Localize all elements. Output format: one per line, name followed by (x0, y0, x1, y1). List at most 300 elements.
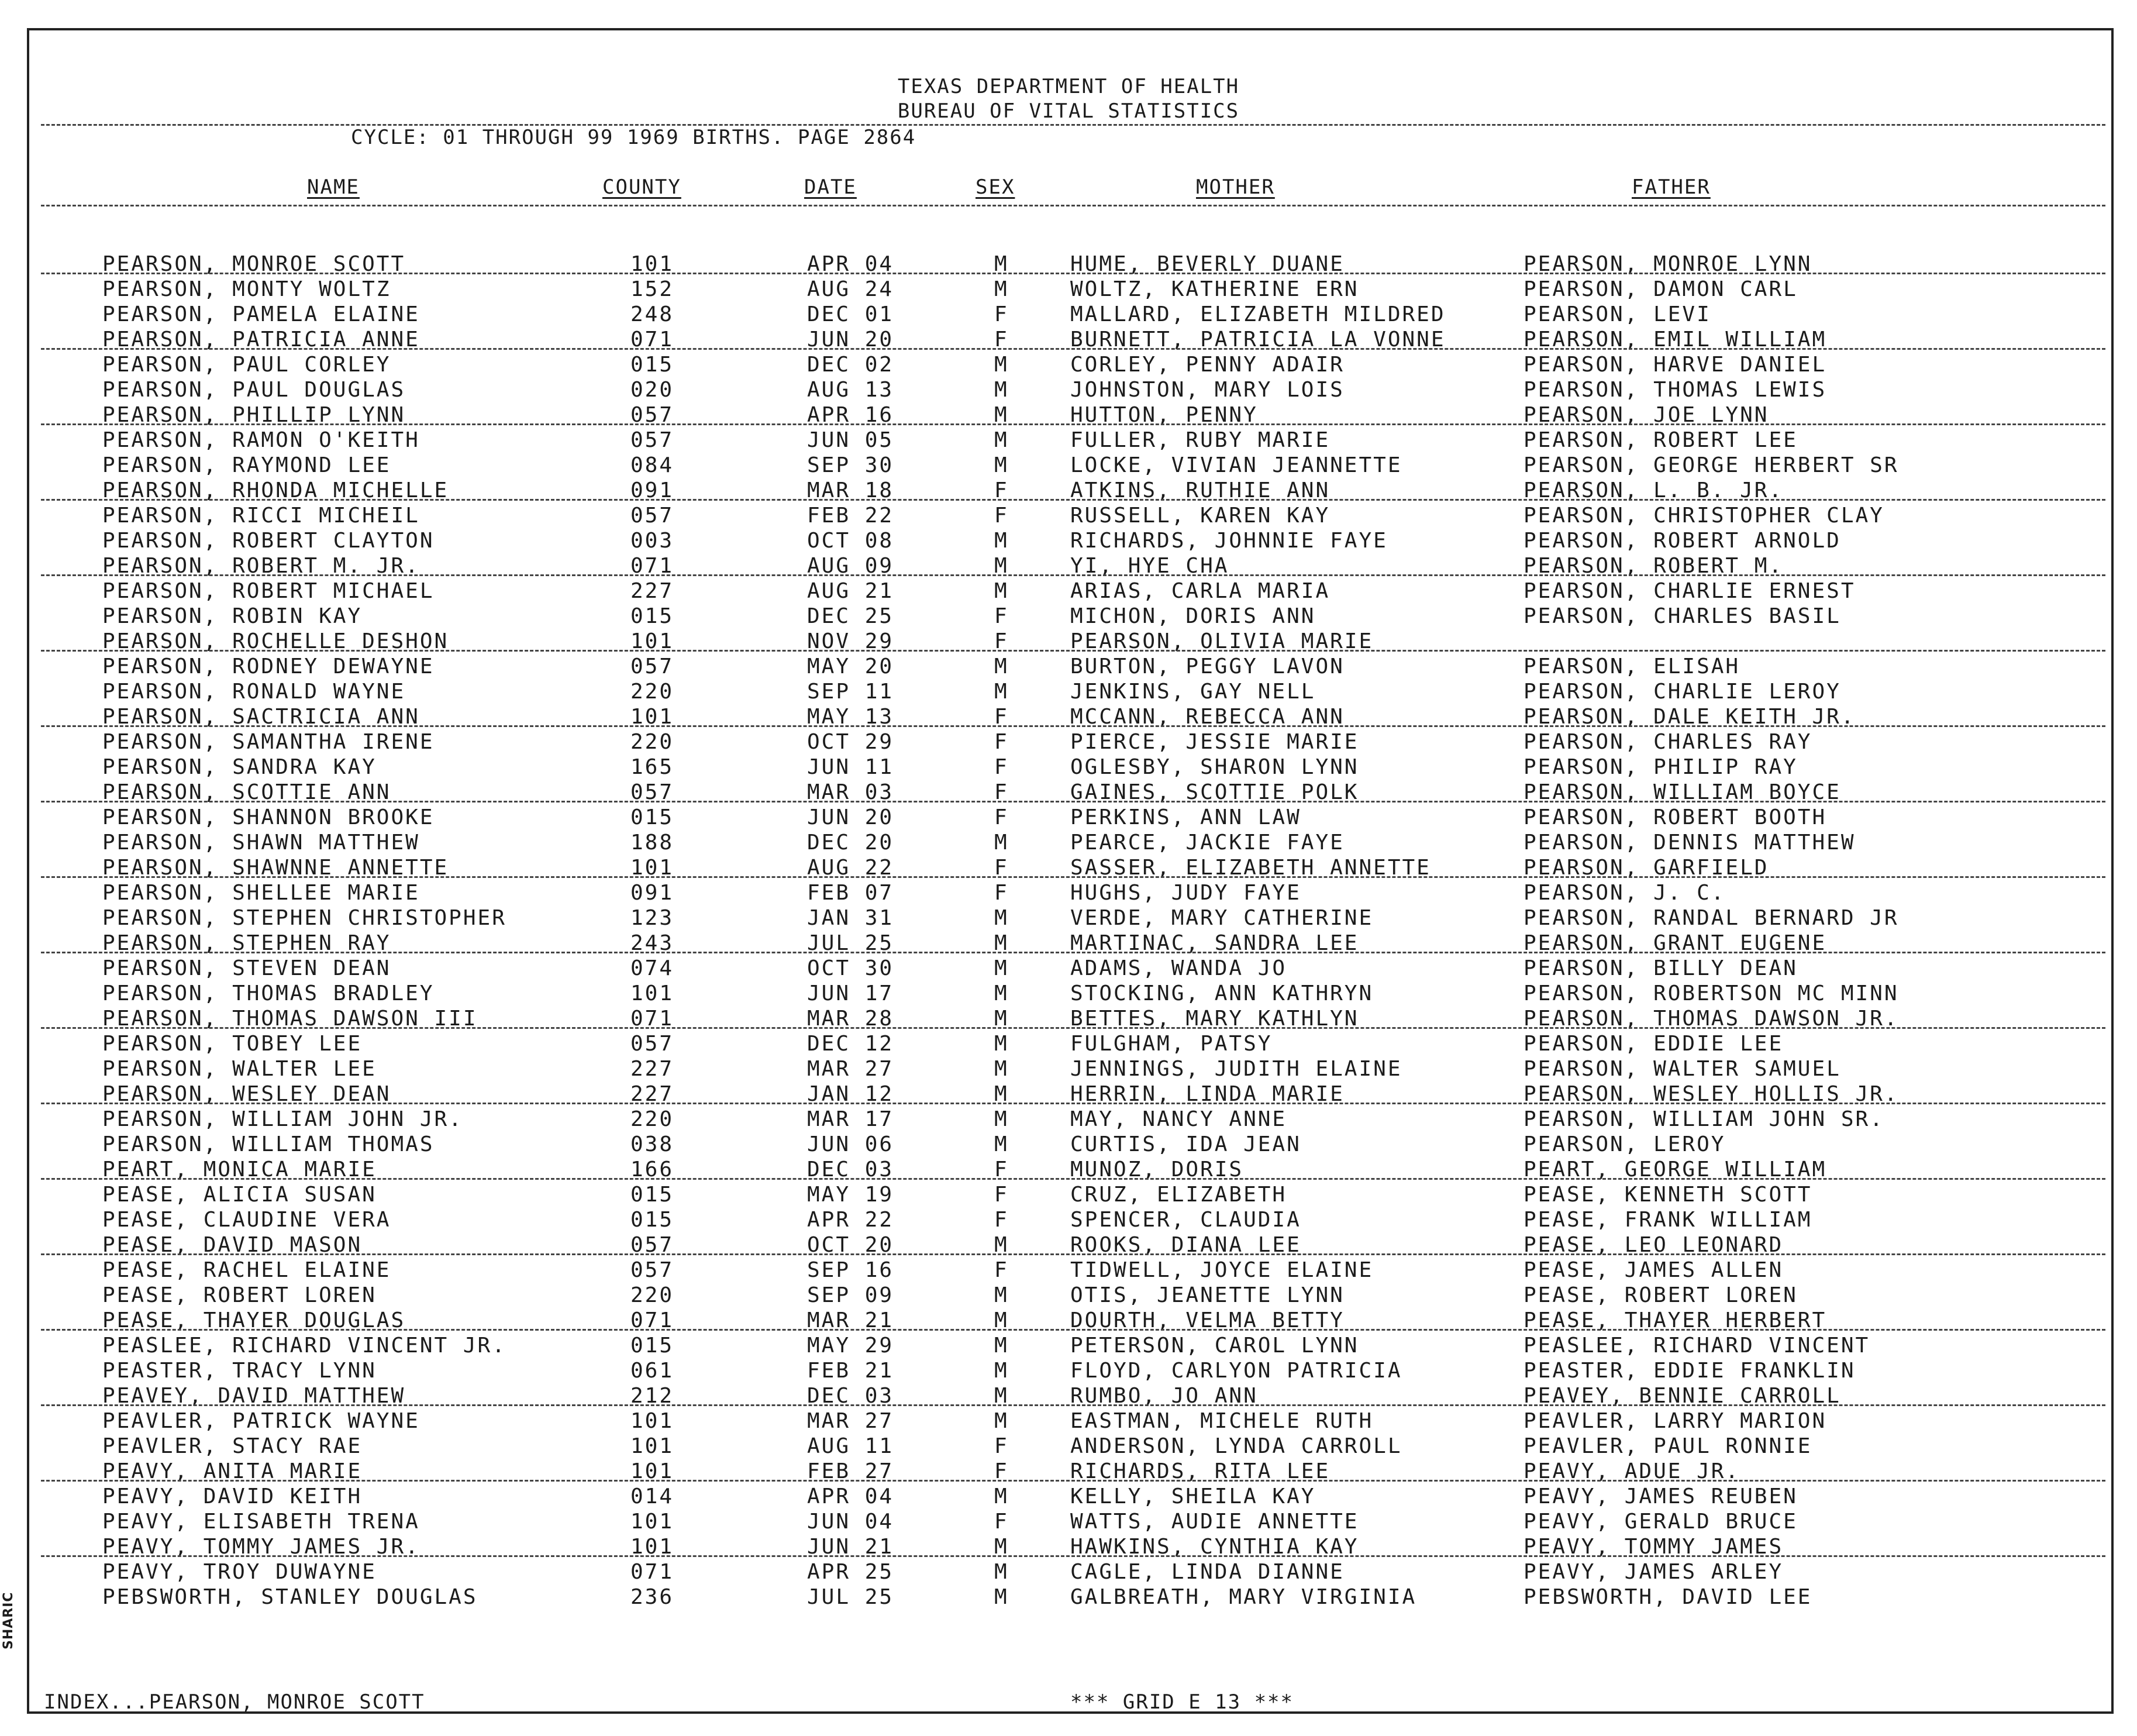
table-row (0, 679, 2137, 704)
cell-father: PEARSON, J. C. (1524, 881, 1726, 905)
cell-father: PEARSON, CHARLES RAY (1524, 730, 1812, 754)
cell-date: FEB 07 (807, 881, 894, 905)
cell-county: 015 (630, 1334, 674, 1358)
cell-father: PEARSON, PHILIP RAY (1524, 755, 1798, 779)
row-separator (41, 1555, 2105, 1557)
cell-sex: M (994, 1359, 1009, 1383)
cell-mother: CAGLE, LINDA DIANNE (1070, 1560, 1345, 1584)
cell-mother: JENKINS, GAY NELL (1070, 680, 1316, 704)
cell-father: PEASE, THAYER HERBERT (1524, 1308, 1827, 1332)
cell-sex: F (994, 805, 1009, 829)
cell-father: PEAVLER, PAUL RONNIE (1524, 1434, 1812, 1458)
cell-sex: M (994, 1283, 1009, 1307)
cell-sex: F (994, 504, 1009, 528)
cell-father: PEAVEY, BENNIE CARROLL (1524, 1384, 1841, 1408)
cell-name: PEARSON, WESLEY DEAN (102, 1082, 391, 1106)
cell-sex: M (994, 680, 1009, 704)
cell-county: 236 (630, 1585, 674, 1609)
table-row (0, 302, 2137, 327)
cell-sex: M (994, 1032, 1009, 1056)
cell-father: PEARSON, EMIL WILLIAM (1524, 328, 1827, 352)
cell-sex: M (994, 1308, 1009, 1332)
cell-sex: M (994, 1057, 1009, 1081)
table-row (0, 277, 2137, 302)
cell-name: PEARSON, ROBERT MICHAEL (102, 579, 435, 603)
cell-sex: F (994, 1258, 1009, 1282)
cell-name: PEAVY, ELISABETH TRENA (102, 1510, 420, 1534)
cell-father: PEAVY, TOMMY JAMES (1524, 1535, 1784, 1559)
cell-name: PEARSON, ROBERT M. JR. (102, 554, 420, 578)
cell-county: 227 (630, 1057, 674, 1081)
cell-mother: GALBREATH, MARY VIRGINIA (1070, 1585, 1417, 1609)
cell-name: PEARSON, SACTRICIA ANN (102, 705, 420, 729)
cell-mother: MARTINAC, SANDRA LEE (1070, 931, 1359, 955)
cell-county: 015 (630, 805, 674, 829)
cell-date: DEC 12 (807, 1032, 894, 1056)
cell-date: APR 04 (807, 252, 894, 276)
table-row (0, 428, 2137, 453)
cell-date: JUL 25 (807, 931, 894, 955)
cell-name: PEARSON, ROBERT CLAYTON (102, 529, 435, 553)
column-header-name: NAME (307, 175, 360, 199)
cell-county: 074 (630, 956, 674, 980)
cell-sex: F (994, 1208, 1009, 1232)
cell-county: 152 (630, 277, 674, 301)
cell-county: 057 (630, 1258, 674, 1282)
column-header-rule (41, 205, 2105, 206)
cell-mother: OGLESBY, SHARON LYNN (1070, 755, 1359, 779)
cell-date: MAY 19 (807, 1183, 894, 1207)
cell-county: 101 (630, 1459, 674, 1483)
cell-name: PEARSON, THOMAS DAWSON III (102, 1007, 478, 1031)
cell-name: PEARSON, ROCHELLE DESHON (102, 629, 449, 653)
cell-mother: HUTTON, PENNY (1070, 403, 1258, 427)
cell-father: PEARSON, ROBERT LEE (1524, 428, 1798, 452)
cell-sex: M (994, 1132, 1009, 1156)
cell-county: 071 (630, 1560, 674, 1584)
cell-county: 057 (630, 403, 674, 427)
cell-name: PEARSON, RHONDA MICHELLE (102, 478, 449, 502)
cell-date: JAN 31 (807, 906, 894, 930)
cell-name: PEAVY, ANITA MARIE (102, 1459, 363, 1483)
cell-sex: M (994, 1560, 1009, 1584)
cell-date: JUN 05 (807, 428, 894, 452)
cell-father: PEARSON, WESLEY HOLLIS JR. (1524, 1082, 1899, 1106)
row-separator (41, 801, 2105, 802)
column-header-date: DATE (804, 175, 857, 199)
cell-name: PEARSON, PHILLIP LYNN (102, 403, 406, 427)
cell-date: JUN 11 (807, 755, 894, 779)
cell-name: PEASTER, TRACY LYNN (102, 1359, 377, 1383)
cell-name: PEAVLER, STACY RAE (102, 1434, 363, 1458)
cell-county: 101 (630, 981, 674, 1005)
cell-mother: BURTON, PEGGY LAVON (1070, 655, 1345, 678)
cell-sex: F (994, 1510, 1009, 1534)
table-row (0, 1559, 2137, 1585)
cell-county: 188 (630, 831, 674, 855)
table-row (0, 1258, 2137, 1283)
cell-sex: M (994, 931, 1009, 955)
cell-mother: GAINES, SCOTTIE POLK (1070, 780, 1359, 804)
row-separator (41, 650, 2105, 652)
column-header-sex: SEX (976, 175, 1015, 199)
cell-date: SEP 16 (807, 1258, 894, 1282)
cell-sex: F (994, 604, 1009, 628)
table-row (0, 578, 2137, 604)
cell-county: 057 (630, 1032, 674, 1056)
cell-name: PEARSON, ROBIN KAY (102, 604, 363, 628)
cell-name: PEARSON, RAMON O'KEITH (102, 428, 420, 452)
cell-date: OCT 30 (807, 956, 894, 980)
cell-county: 071 (630, 1007, 674, 1031)
cell-mother: FLOYD, CARLYON PATRICIA (1070, 1359, 1402, 1383)
cell-father: PEARSON, MONROE LYNN (1524, 252, 1812, 276)
cell-sex: M (994, 906, 1009, 930)
cell-county: 101 (630, 1409, 674, 1433)
row-separator (41, 876, 2105, 878)
cell-father: PEASTER, EDDIE FRANKLIN (1524, 1359, 1856, 1383)
cell-father: PEARSON, DALE KEITH JR. (1524, 705, 1856, 729)
cell-date: APR 22 (807, 1208, 894, 1232)
cell-mother: SPENCER, CLAUDIA (1070, 1208, 1301, 1232)
cell-county: 015 (630, 1183, 674, 1207)
cell-mother: ADAMS, WANDA JO (1070, 956, 1287, 980)
table-row (0, 1358, 2137, 1383)
cell-mother: HAWKINS, CYNTHIA KAY (1070, 1535, 1359, 1559)
cell-name: PEARSON, STEPHEN RAY (102, 931, 391, 955)
table-row (0, 503, 2137, 528)
cell-father: PEARSON, GRANT EUGENE (1524, 931, 1827, 955)
column-header-county: COUNTY (602, 175, 681, 199)
cell-sex: F (994, 478, 1009, 502)
cell-father: PEART, GEORGE WILLIAM (1524, 1158, 1827, 1182)
cell-date: DEC 25 (807, 604, 894, 628)
cell-county: 101 (630, 1535, 674, 1559)
grid-label: *** GRID E 13 *** (1070, 1690, 1294, 1714)
cell-sex: M (994, 1384, 1009, 1408)
cell-sex: F (994, 328, 1009, 352)
cell-county: 057 (630, 504, 674, 528)
cell-county: 165 (630, 755, 674, 779)
cell-name: PEASE, CLAUDINE VERA (102, 1208, 391, 1232)
cell-sex: F (994, 1434, 1009, 1458)
table-row (0, 755, 2137, 780)
cell-name: PEARSON, MONTY WOLTZ (102, 277, 391, 301)
cell-father: PEASE, JAMES ALLEN (1524, 1258, 1784, 1282)
side-label: SHARIC (1, 1592, 16, 1649)
cell-name: PEARSON, SHAWN MATTHEW (102, 831, 420, 855)
cell-mother: BETTES, MARY KATHLYN (1070, 1007, 1359, 1031)
cell-mother: RUSSELL, KAREN KAY (1070, 504, 1331, 528)
cell-sex: M (994, 1233, 1009, 1257)
cell-name: PEARSON, WILLIAM JOHN JR. (102, 1107, 463, 1131)
table-row (0, 1509, 2137, 1534)
cell-sex: F (994, 881, 1009, 905)
cell-date: MAR 03 (807, 780, 894, 804)
table-row (0, 1333, 2137, 1358)
cell-name: PEARSON, TOBEY LEE (102, 1032, 363, 1056)
cell-county: 071 (630, 554, 674, 578)
cell-county: 227 (630, 579, 674, 603)
cell-sex: M (994, 981, 1009, 1005)
cell-date: JUN 17 (807, 981, 894, 1005)
cell-date: DEC 03 (807, 1158, 894, 1182)
cell-sex: M (994, 378, 1009, 402)
row-separator (41, 499, 2105, 501)
cell-father: PEARSON, DENNIS MATTHEW (1524, 831, 1856, 855)
cell-mother: RICHARDS, RITA LEE (1070, 1459, 1331, 1483)
row-separator (41, 725, 2105, 727)
cell-father: PEARSON, ROBERT ARNOLD (1524, 529, 1841, 553)
table-row (0, 981, 2137, 1006)
cell-mother: YI, HYE CHA (1070, 554, 1229, 578)
table-row (0, 453, 2137, 478)
cell-county: 071 (630, 328, 674, 352)
cell-sex: M (994, 1409, 1009, 1433)
cell-county: 003 (630, 529, 674, 553)
cell-county: 091 (630, 478, 674, 502)
table-row (0, 1484, 2137, 1509)
cell-mother: ATKINS, RUTHIE ANN (1070, 478, 1331, 502)
cell-name: PEARSON, PAMELA ELAINE (102, 302, 420, 326)
cell-county: 220 (630, 680, 674, 704)
cell-name: PEARSON, RICCI MICHEIL (102, 504, 420, 528)
cell-county: 020 (630, 378, 674, 402)
cell-county: 057 (630, 655, 674, 678)
cell-father: PEARSON, ELISAH (1524, 655, 1740, 678)
cell-date: MAR 27 (807, 1057, 894, 1081)
cell-mother: EASTMAN, MICHELE RUTH (1070, 1409, 1374, 1433)
cell-date: AUG 11 (807, 1434, 894, 1458)
cell-date: JUN 06 (807, 1132, 894, 1156)
cell-sex: F (994, 755, 1009, 779)
cell-date: DEC 20 (807, 831, 894, 855)
table-row (0, 1107, 2137, 1132)
cell-date: MAR 27 (807, 1409, 894, 1433)
cell-county: 101 (630, 1510, 674, 1534)
cell-name: PEARSON, PAUL DOUGLAS (102, 378, 406, 402)
cycle-line: CYCLE: 01 THROUGH 99 1969 BIRTHS. PAGE 2864 (351, 126, 916, 149)
cell-mother: KELLY, SHEILA KAY (1070, 1484, 1316, 1508)
row-separator (41, 1027, 2105, 1029)
cell-date: APR 16 (807, 403, 894, 427)
cell-mother: WATTS, AUDIE ANNETTE (1070, 1510, 1359, 1534)
cell-county: 166 (630, 1158, 674, 1182)
cell-date: SEP 11 (807, 680, 894, 704)
cell-date: OCT 20 (807, 1233, 894, 1257)
row-separator (41, 1103, 2105, 1104)
cell-county: 057 (630, 428, 674, 452)
cell-father: PEARSON, L. B. JR. (1524, 478, 1784, 502)
cell-sex: M (994, 831, 1009, 855)
cell-father: PEARSON, THOMAS DAWSON JR. (1524, 1007, 1899, 1031)
cell-name: PEAVY, DAVID KEITH (102, 1484, 363, 1508)
cell-mother: JENNINGS, JUDITH ELAINE (1070, 1057, 1402, 1081)
cell-sex: M (994, 1107, 1009, 1131)
cell-sex: F (994, 730, 1009, 754)
cell-sex: M (994, 1334, 1009, 1358)
cell-county: 091 (630, 881, 674, 905)
cell-county: 061 (630, 1359, 674, 1383)
cell-name: PEASE, ALICIA SUSAN (102, 1183, 377, 1207)
table-row (0, 1132, 2137, 1157)
cell-date: FEB 27 (807, 1459, 894, 1483)
cell-sex: M (994, 1082, 1009, 1106)
cell-mother: VERDE, MARY CATHERINE (1070, 906, 1374, 930)
row-separator (41, 1404, 2105, 1406)
cell-father: PEARSON, THOMAS LEWIS (1524, 378, 1827, 402)
cell-date: JUN 04 (807, 1510, 894, 1534)
cell-sex: M (994, 403, 1009, 427)
cell-mother: WOLTZ, KATHERINE ERN (1070, 277, 1359, 301)
cell-mother: BURNETT, PATRICIA LA VONNE (1070, 328, 1446, 352)
cell-name: PEARSON, PAUL CORLEY (102, 353, 391, 377)
cell-father: PEARSON, DAMON CARL (1524, 277, 1798, 301)
cell-father: PEASLEE, RICHARD VINCENT (1524, 1334, 1870, 1358)
cell-father: PEAVY, JAMES REUBEN (1524, 1484, 1798, 1508)
row-separator (41, 423, 2105, 425)
cell-sex: F (994, 705, 1009, 729)
cell-sex: M (994, 956, 1009, 980)
cell-date: MAY 29 (807, 1334, 894, 1358)
cell-date: AUG 22 (807, 856, 894, 880)
cell-father: PEARSON, BILLY DEAN (1524, 956, 1798, 980)
cell-sex: M (994, 655, 1009, 678)
cell-date: MAR 21 (807, 1308, 894, 1332)
cell-mother: TIDWELL, JOYCE ELAINE (1070, 1258, 1374, 1282)
cell-mother: PERKINS, ANN LAW (1070, 805, 1301, 829)
cell-name: PEARSON, SHELLEE MARIE (102, 881, 420, 905)
cell-name: PEAVLER, PATRICK WAYNE (102, 1409, 420, 1433)
cell-name: PEARSON, SHAWNNE ANNETTE (102, 856, 449, 880)
cell-sex: M (994, 1484, 1009, 1508)
cell-date: FEB 22 (807, 504, 894, 528)
cell-county: 015 (630, 1208, 674, 1232)
row-separator (41, 1480, 2105, 1482)
table-row (0, 1182, 2137, 1207)
cell-county: 057 (630, 1233, 674, 1257)
cell-mother: CURTIS, IDA JEAN (1070, 1132, 1301, 1156)
table-row (0, 1585, 2137, 1610)
cell-mother: HUGHS, JUDY FAYE (1070, 881, 1301, 905)
cell-father: PEARSON, ROBERT M. (1524, 554, 1784, 578)
cell-mother: OTIS, JEANETTE LYNN (1070, 1283, 1345, 1307)
cell-date: JAN 12 (807, 1082, 894, 1106)
cell-mother: FULLER, RUBY MARIE (1070, 428, 1331, 452)
cell-date: DEC 03 (807, 1384, 894, 1408)
cell-date: AUG 21 (807, 579, 894, 603)
cell-date: JUN 21 (807, 1535, 894, 1559)
cell-mother: RUMBO, JO ANN (1070, 1384, 1258, 1408)
cell-father: PEARSON, CHRISTOPHER CLAY (1524, 504, 1884, 528)
cell-name: PEARSON, WALTER LEE (102, 1057, 377, 1081)
cell-sex: M (994, 428, 1009, 452)
table-row (0, 528, 2137, 553)
cell-county: 220 (630, 1107, 674, 1131)
cell-sex: M (994, 252, 1009, 276)
cell-mother: RICHARDS, JOHNNIE FAYE (1070, 529, 1388, 553)
table-row (0, 905, 2137, 931)
cell-county: 015 (630, 353, 674, 377)
cell-county: 071 (630, 1308, 674, 1332)
cell-date: APR 04 (807, 1484, 894, 1508)
cell-father: PEARSON, WILLIAM JOHN SR. (1524, 1107, 1884, 1131)
table-row (0, 1283, 2137, 1308)
cell-father: PEARSON, CHARLIE LEROY (1524, 680, 1841, 704)
cell-sex: M (994, 353, 1009, 377)
cell-sex: F (994, 1459, 1009, 1483)
cell-mother: MCCANN, REBECCA ANN (1070, 705, 1345, 729)
cell-county: 057 (630, 780, 674, 804)
cell-father: PEARSON, EDDIE LEE (1524, 1032, 1784, 1056)
cell-date: MAR 18 (807, 478, 894, 502)
cell-mother: CORLEY, PENNY ADAIR (1070, 353, 1345, 377)
cell-father: PEARSON, WILLIAM BOYCE (1524, 780, 1841, 804)
cell-date: DEC 01 (807, 302, 894, 326)
cell-name: PEARSON, WILLIAM THOMAS (102, 1132, 435, 1156)
cell-sex: M (994, 453, 1009, 477)
table-row (0, 377, 2137, 402)
cell-county: 248 (630, 302, 674, 326)
cell-father: PEBSWORTH, DAVID LEE (1524, 1585, 1812, 1609)
cell-father: PEAVY, ADUE JR. (1524, 1459, 1740, 1483)
cell-mother: PEARCE, JACKIE FAYE (1070, 831, 1345, 855)
cell-name: PEARSON, MONROE SCOTT (102, 252, 406, 276)
table-row (0, 654, 2137, 679)
cell-father: PEARSON, GARFIELD (1524, 856, 1769, 880)
cell-date: SEP 30 (807, 453, 894, 477)
cell-sex: M (994, 1007, 1009, 1031)
cell-name: PEAVY, TROY DUWAYNE (102, 1560, 377, 1584)
cell-father: PEARSON, LEVI (1524, 302, 1711, 326)
cell-date: JUN 20 (807, 805, 894, 829)
cell-name: PEART, MONICA MARIE (102, 1158, 377, 1182)
cell-name: PEARSON, STEVEN DEAN (102, 956, 391, 980)
row-separator (41, 574, 2105, 576)
cell-mother: STOCKING, ANN KATHRYN (1070, 981, 1374, 1005)
cell-county: 123 (630, 906, 674, 930)
cell-sex: F (994, 629, 1009, 653)
table-row (0, 805, 2137, 830)
cell-sex: M (994, 1535, 1009, 1559)
cell-sex: F (994, 780, 1009, 804)
cell-father: PEAVY, JAMES ARLEY (1524, 1560, 1784, 1584)
cell-county: 220 (630, 1283, 674, 1307)
cell-sex: M (994, 529, 1009, 553)
cell-mother: ROOKS, DIANA LEE (1070, 1233, 1301, 1257)
cell-county: 101 (630, 705, 674, 729)
row-separator (41, 1329, 2105, 1331)
cell-father: PEARSON, HARVE DANIEL (1524, 353, 1827, 377)
table-row (0, 729, 2137, 755)
cell-name: PEARSON, PATRICIA ANNE (102, 328, 420, 352)
column-header-father: FATHER (1632, 175, 1711, 199)
cell-father: PEASE, LEO LEONARD (1524, 1233, 1784, 1257)
header-subtitle: BUREAU OF VITAL STATISTICS (897, 99, 1240, 123)
cell-county: 101 (630, 252, 674, 276)
cell-mother: SASSER, ELIZABETH ANNETTE (1070, 856, 1431, 880)
cell-date: MAY 20 (807, 655, 894, 678)
cell-father: PEASE, KENNETH SCOTT (1524, 1183, 1812, 1207)
cell-county: 015 (630, 604, 674, 628)
cell-sex: M (994, 277, 1009, 301)
cell-sex: M (994, 579, 1009, 603)
cell-mother: HERRIN, LINDA MARIE (1070, 1082, 1345, 1106)
cell-date: JUN 20 (807, 328, 894, 352)
header-title: TEXAS DEPARTMENT OF HEALTH (897, 75, 1240, 98)
cell-mother: MALLARD, ELIZABETH MILDRED (1070, 302, 1446, 326)
cell-name: PEARSON, RONALD WAYNE (102, 680, 406, 704)
